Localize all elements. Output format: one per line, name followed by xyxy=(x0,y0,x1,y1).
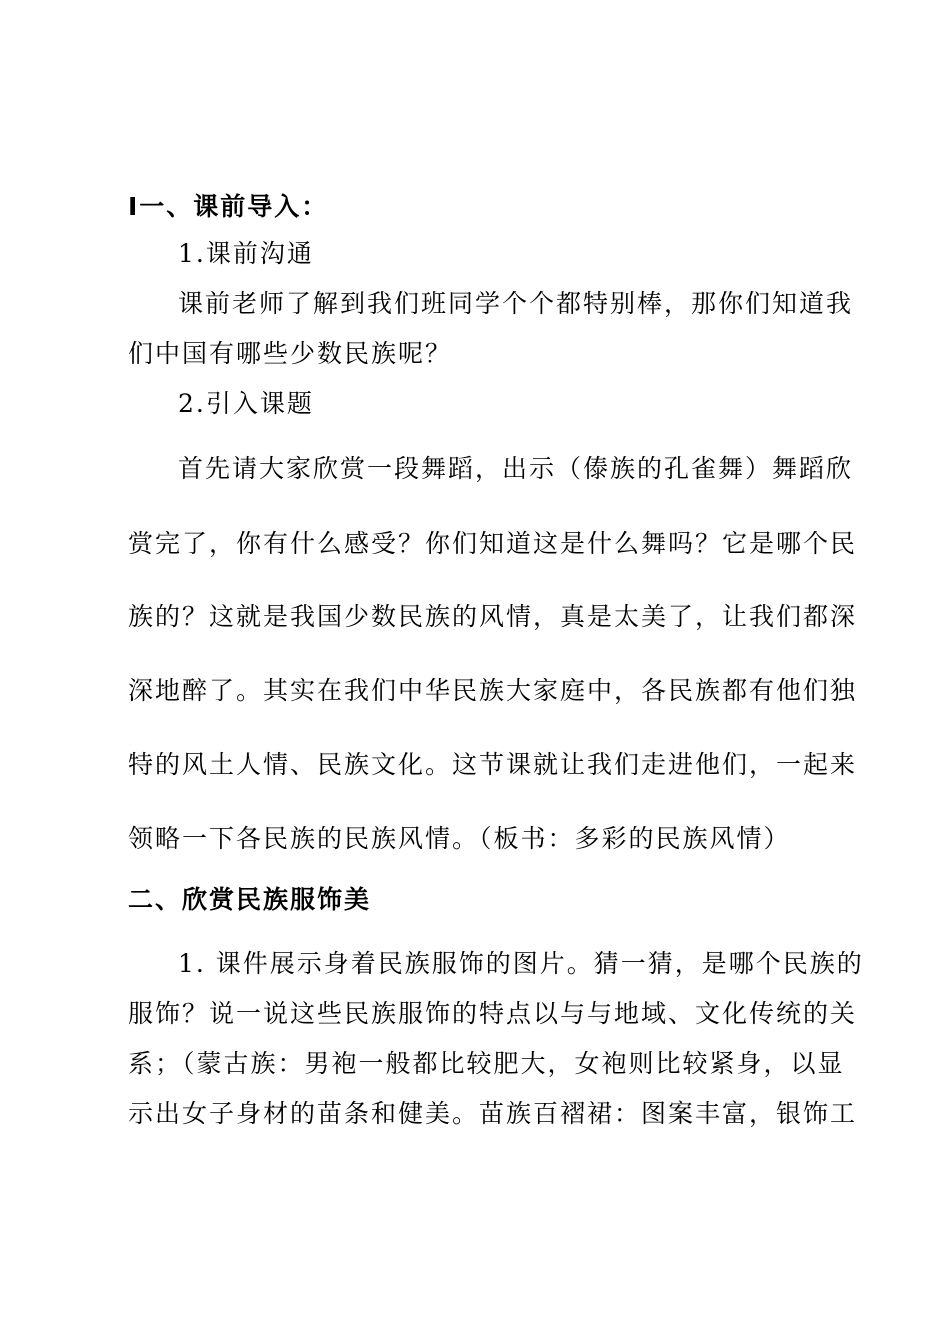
paragraph-line: 族的？这就是我国少数民族的风情，真是太美了，让我们都深 xyxy=(128,602,858,631)
paragraph-line: 领略一下各民族的民族风情。（板书：多彩的民族风情） xyxy=(128,824,791,853)
paragraph-line: 们中国有哪些少数民族呢？ xyxy=(128,339,453,368)
item-2-title: 2.引入课题 xyxy=(178,389,314,418)
item-1-title: 1.课前沟通 xyxy=(178,239,314,268)
paragraph-line: 深地醉了。其实在我们中华民族大家庭中，各民族都有他们独 xyxy=(128,676,858,705)
paragraph-line: 特的风土人情、民族文化。这节课就让我们走进他们，一起来 xyxy=(128,750,858,779)
paragraph-line: 课前老师了解到我们班同学个个都特别棒，那你们知道我 xyxy=(178,289,854,318)
section-1-heading: Ⅰ一、课前导入： xyxy=(128,192,329,221)
paragraph-line: 系；（蒙古族：男袍一般都比较肥大，女袍则比较紧身，以显 xyxy=(128,1049,845,1078)
section-2-heading: 二、欣赏民族服饰美 xyxy=(128,885,372,914)
paragraph-line: 服饰？说一说这些民族服饰的特点以与与地域、文化传统的关 xyxy=(128,999,858,1028)
paragraph-line: 首先请大家欣赏一段舞蹈，出示（傣族的孔雀舞）舞蹈欣 xyxy=(178,454,854,483)
paragraph-line: 赏完了，你有什么感受？你们知道这是什么舞吗？它是哪个民 xyxy=(128,529,858,558)
paragraph-line: 1. 课件展示身着民族服饰的图片。猜一猜，是哪个民族的 xyxy=(178,949,864,978)
paragraph-line: 示出女子身材的苗条和健美。苗族百褶裙：图案丰富，银饰工 xyxy=(128,1099,858,1128)
